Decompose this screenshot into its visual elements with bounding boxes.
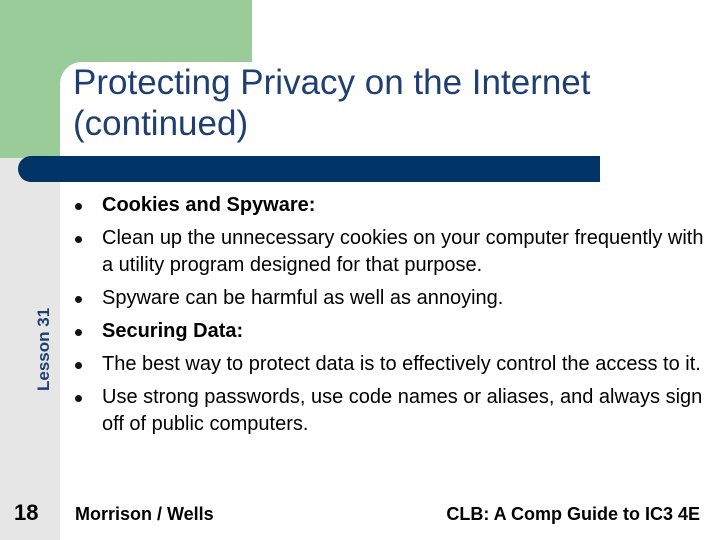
bullet-dot-icon <box>75 362 82 369</box>
bullet-dot-icon <box>75 236 82 243</box>
footer-authors: Morrison / Wells <box>75 504 214 524</box>
bullet-text: Securing Data: <box>102 320 244 342</box>
bullet-text: Spyware can be harmful as well as annoying. <box>102 287 504 309</box>
bullet-text: The best way to protect data is to effectively control the access to it. <box>102 353 701 375</box>
bullet-dot-icon <box>75 329 82 336</box>
bullet-item <box>75 225 705 279</box>
bullet-item <box>75 285 705 312</box>
bullet-dot-icon <box>75 203 82 210</box>
title-line-1: Protecting Privacy on the Internet <box>73 63 591 102</box>
bullet-list <box>75 192 705 444</box>
bullet-text: Cookies and Spyware: <box>102 194 316 216</box>
bullet-dot-icon <box>75 395 82 402</box>
bullet-text: Clean up the unnecessary cookies on your computer frequently with a utility program designed for that purpose. <box>102 227 704 276</box>
footer-book-title: CLB: A Comp Guide to IC3 4E <box>446 504 700 524</box>
title-line-2: (continued) <box>73 104 249 143</box>
bullet-item <box>75 384 705 438</box>
bullet-item <box>75 351 705 378</box>
bullet-item <box>75 192 705 219</box>
bullet-item <box>75 318 705 345</box>
page-number: 18 <box>14 500 39 525</box>
bullet-dot-icon <box>75 296 82 303</box>
bullet-text: Use strong passwords, use code names or aliases, and always sign off of public computers. <box>102 386 703 435</box>
slide-title <box>73 62 713 144</box>
title-divider-bar <box>18 156 600 182</box>
lesson-label: Lesson 31 <box>34 307 53 391</box>
